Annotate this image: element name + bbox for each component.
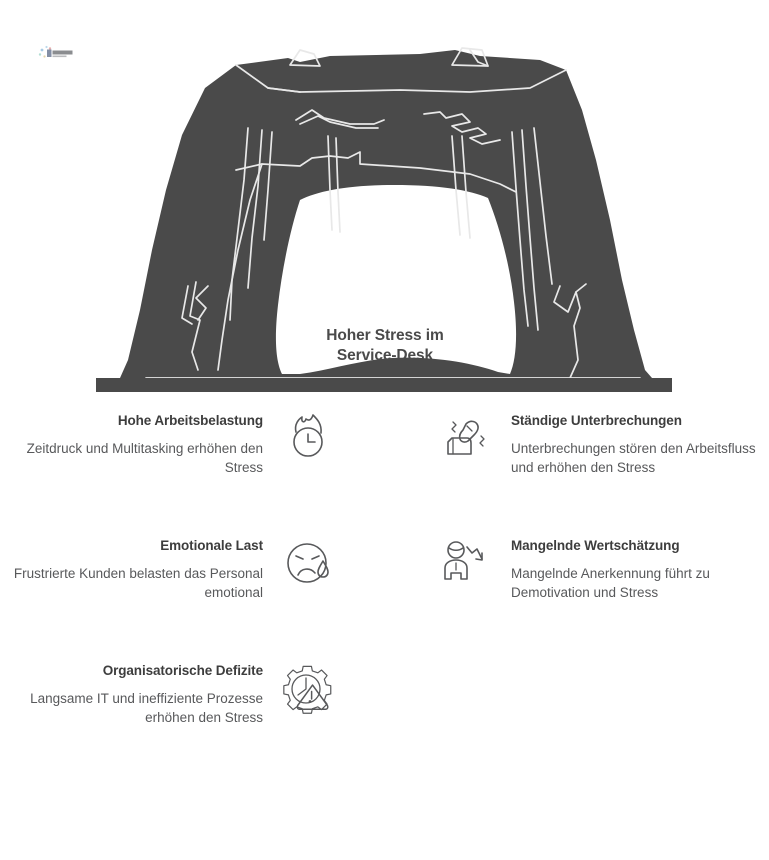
item-workload-text [12, 412, 279, 478]
crying-face-icon [279, 537, 337, 595]
item-workload-description: Zeitdruck und Multitasking erhöhen den Stress [26, 440, 263, 476]
item-workload-title: Hohe Arbeitsbelastung [117, 413, 263, 428]
cave-base-bar [96, 378, 672, 392]
cave-illustration [0, 40, 769, 395]
item-appreciation-description: Mangelnde Anerkennung führt zu Demotivation und Stress [511, 565, 710, 601]
hero-title-line1: Hoher Stress im [326, 327, 444, 344]
item-interruptions-text [495, 412, 762, 478]
item-interruptions [437, 412, 762, 478]
item-organisation-text [12, 662, 279, 728]
gear-warning-icon [279, 662, 337, 720]
clock-flame-icon [279, 412, 337, 470]
item-appreciation-title: Mangelnde Wertschätzung [511, 538, 680, 553]
item-organisation [12, 662, 337, 728]
item-emotional [12, 537, 337, 603]
item-interruptions-description: Unterbrechungen stören den Arbeitsfluss und erhöhen den Stress [511, 440, 756, 476]
item-appreciation-text [495, 537, 762, 603]
item-emotional-text [12, 537, 279, 603]
item-emotional-description: Frustrierte Kunden belasten das Personal emotional [13, 565, 263, 601]
hero-title-line2: Service-Desk [336, 347, 434, 365]
item-organisation-description: Langsame IT und ineffiziente Prozesse erhöhen den Stress [30, 690, 263, 726]
item-appreciation [437, 537, 762, 603]
item-workload [12, 412, 337, 478]
item-organisation-title: Organisatorische Defizite [102, 663, 263, 678]
hero-title [285, 326, 485, 367]
ringing-phone-icon [437, 412, 495, 470]
item-interruptions-title: Ständige Unterbrechungen [511, 413, 682, 428]
item-emotional-title: Emotionale Last [160, 538, 263, 553]
person-down-arrow-icon [437, 537, 495, 595]
